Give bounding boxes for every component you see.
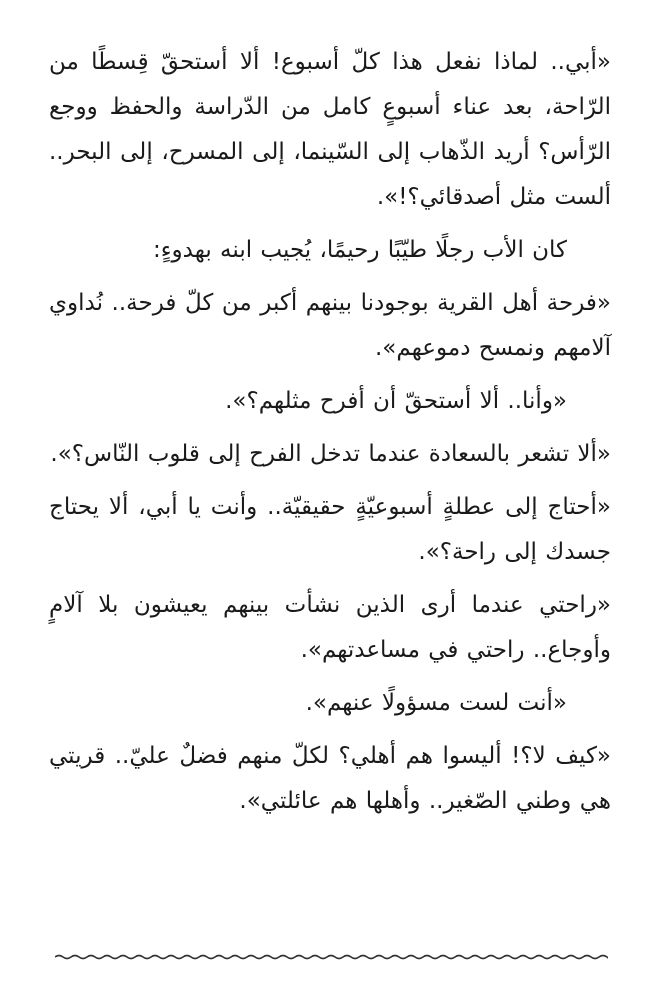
wavy-divider	[55, 950, 608, 964]
paragraph-6: «أحتاج إلى عطلةٍ أسبوعيّةٍ حقيقيّة.. وأنت يا أبي، ألا يحتاج جسدك إلى راحة؟».	[49, 494, 611, 565]
paragraph-9: «كيف لا؟! أليسوا هم أهلي؟ لكلّ منهم فضلٌ عليّ.. قريتي هي وطني الصّغير.. وأهلها هم عائلتي».	[49, 743, 611, 814]
story-text	[49, 40, 611, 832]
paragraph-4: «وأنا.. ألا أستحقّ أن أفرح مثلهم؟».	[225, 388, 567, 414]
paragraph-1: «أبي.. لماذا نفعل هذا كلّ أسبوع! ألا أستحقّ قِسطًا من الرّاحة، بعد عناء أسبوعٍ كامل من الدّراسة والحفظ ووجع الرّأس؟ أريد الذّهاب إلى السّينما، إلى المسرح، إلى البحر.. ألست مثل أصدقائي؟!».	[49, 49, 611, 210]
paragraph-3: «فرحة أهل القرية بوجودنا بينهم أكبر من كلّ فرحة.. نُداوي آلامهم ونمسح دموعهم».	[49, 290, 611, 361]
paragraph-8: «أنت لست مسؤولًا عنهم».	[305, 690, 567, 716]
paragraph-2: كان الأب رجلًا طيّبًا رحيمًا، يُجيب ابنه بهدوءٍ:	[152, 237, 567, 263]
paragraph-5: «ألا تشعر بالسعادة عندما تدخل الفرح إلى قلوب النّاس؟».	[50, 441, 611, 467]
paragraph-7: «راحتي عندما أرى الذين نشأت بينهم يعيشون بلا آلامٍ وأوجاع.. راحتي في مساعدتهم».	[49, 592, 611, 663]
